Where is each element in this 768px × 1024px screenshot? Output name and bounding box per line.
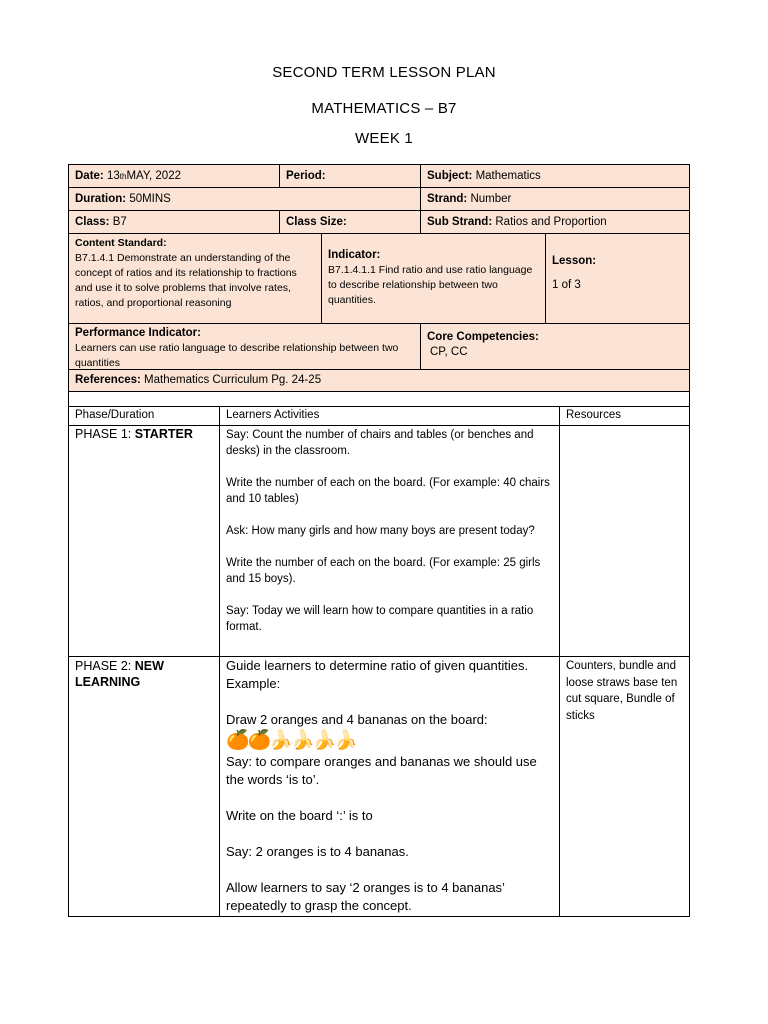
subject-value: Mathematics — [475, 169, 541, 182]
content-standard-label: Content Standard: — [75, 237, 167, 249]
content-standard-value: B7.1.4.1 Demonstrate an understanding of the concept of ratios and its relationship to fractions and use it to solve problems that involve rates, ratios, and proportional reasoning — [75, 252, 297, 309]
references-label: References: — [75, 374, 141, 386]
performance-value: Learners can use ratio language to describe relationship between two quantities — [75, 342, 399, 369]
phase1-activity: Write the number of each on the board. (For example: 40 chairs and 10 tables) — [226, 477, 550, 505]
phase2-write: Write on the board ‘:’ is to — [226, 808, 373, 823]
subject-label: Subject: — [427, 169, 473, 182]
indicator-label: Indicator: — [328, 249, 381, 261]
sub-strand-value: Ratios and Proportion — [495, 215, 607, 228]
phase1-label: PHASE 1: — [75, 427, 135, 441]
lesson-label: Lesson: — [552, 255, 597, 267]
strand-value: Number — [470, 192, 512, 205]
phase2-label-cell — [68, 656, 220, 917]
header-resources: Resources — [559, 406, 690, 426]
lesson-value: 1 of 3 — [552, 279, 581, 291]
subject-cell — [420, 164, 690, 188]
phase2-intro: Guide learners to determine ratio of given quantities. Example: — [226, 658, 529, 691]
phase1-activity: Say: Count the number of chairs and tables (or benches and desks) in the classroom. — [226, 429, 534, 457]
phase2-say1: Say: to compare oranges and bananas we should use the words ‘is to’. — [226, 754, 537, 787]
phase2-resources-cell: Counters, bundle and loose straws base ten cut square, Bundle of sticks — [559, 656, 690, 917]
phase2-activities-cell — [219, 656, 560, 917]
phase1-resources-cell — [559, 425, 690, 657]
references-value: Mathematics Curriculum Pg. 24-25 — [144, 374, 322, 386]
doc-week-title: WEEK 1 — [355, 130, 413, 147]
core-competencies-cell — [420, 323, 690, 370]
date-label: Date: — [75, 169, 104, 182]
date-sup: th — [119, 171, 127, 181]
period-label: Period: — [286, 169, 326, 182]
phase2-label-bold: NEW LEARNING — [75, 659, 164, 689]
indicator-value: B7.1.4.1.1 Find ratio and use ratio language to describe relationship between two quantities. — [328, 264, 533, 306]
class-cell — [68, 210, 280, 234]
phase2-allow: Allow learners to say ‘2 oranges is to 4 bananas’ repeatedly to grasp the concept. — [226, 880, 505, 913]
class-value: B7 — [112, 215, 127, 228]
duration-cell — [68, 187, 421, 211]
core-value: CP, CC — [430, 346, 468, 358]
phase2-label: PHASE 2: — [75, 659, 135, 673]
phase2-draw: Draw 2 oranges and 4 bananas on the board: — [226, 712, 488, 727]
duration-label: Duration: — [75, 192, 127, 205]
doc-title: SECOND TERM LESSON PLAN — [272, 64, 496, 81]
phase1-activity: Write the number of each on the board. (For example: 25 girls and 15 boys). — [226, 557, 541, 585]
sub-strand-label: Sub Strand: — [427, 215, 493, 228]
class-label: Class: — [75, 215, 110, 228]
doc-subject-title: MATHEMATICS – B7 — [311, 100, 457, 117]
date-day: 13 — [106, 169, 120, 182]
fruit-drawing: 🍊🍊🍌🍌🍌🍌 — [226, 730, 356, 751]
period-cell — [279, 164, 421, 188]
indicator-cell — [321, 233, 546, 324]
class-size-cell — [279, 210, 421, 234]
performance-label: Performance Indicator: — [75, 327, 201, 339]
phase1-activities-cell — [219, 425, 560, 657]
lesson-cell — [545, 233, 690, 324]
core-label: Core Competencies: — [427, 331, 539, 343]
spacer-row — [68, 391, 690, 407]
strand-cell — [420, 187, 690, 211]
phase1-activity: Say: Today we will learn how to compare quantities in a ratio format. — [226, 605, 534, 633]
date-rest: MAY, 2022 — [126, 169, 181, 182]
strand-label: Strand: — [427, 192, 468, 205]
header-activities: Learners Activities — [219, 406, 560, 426]
performance-cell — [68, 323, 421, 370]
sub-strand-cell — [420, 210, 690, 234]
phase1-activity: Ask: How many girls and how many boys are present today? — [226, 525, 535, 537]
class-size-label: Class Size: — [286, 215, 347, 228]
header-phase: Phase/Duration — [68, 406, 220, 426]
phase1-label-cell — [68, 425, 220, 657]
duration-value: 50MINS — [129, 192, 171, 205]
date-cell — [68, 164, 280, 188]
phase2-say2: Say: 2 oranges is to 4 bananas. — [226, 844, 409, 859]
content-standard-cell — [68, 233, 322, 324]
phase1-label-bold: STARTER — [134, 427, 193, 441]
references-cell — [68, 369, 690, 392]
